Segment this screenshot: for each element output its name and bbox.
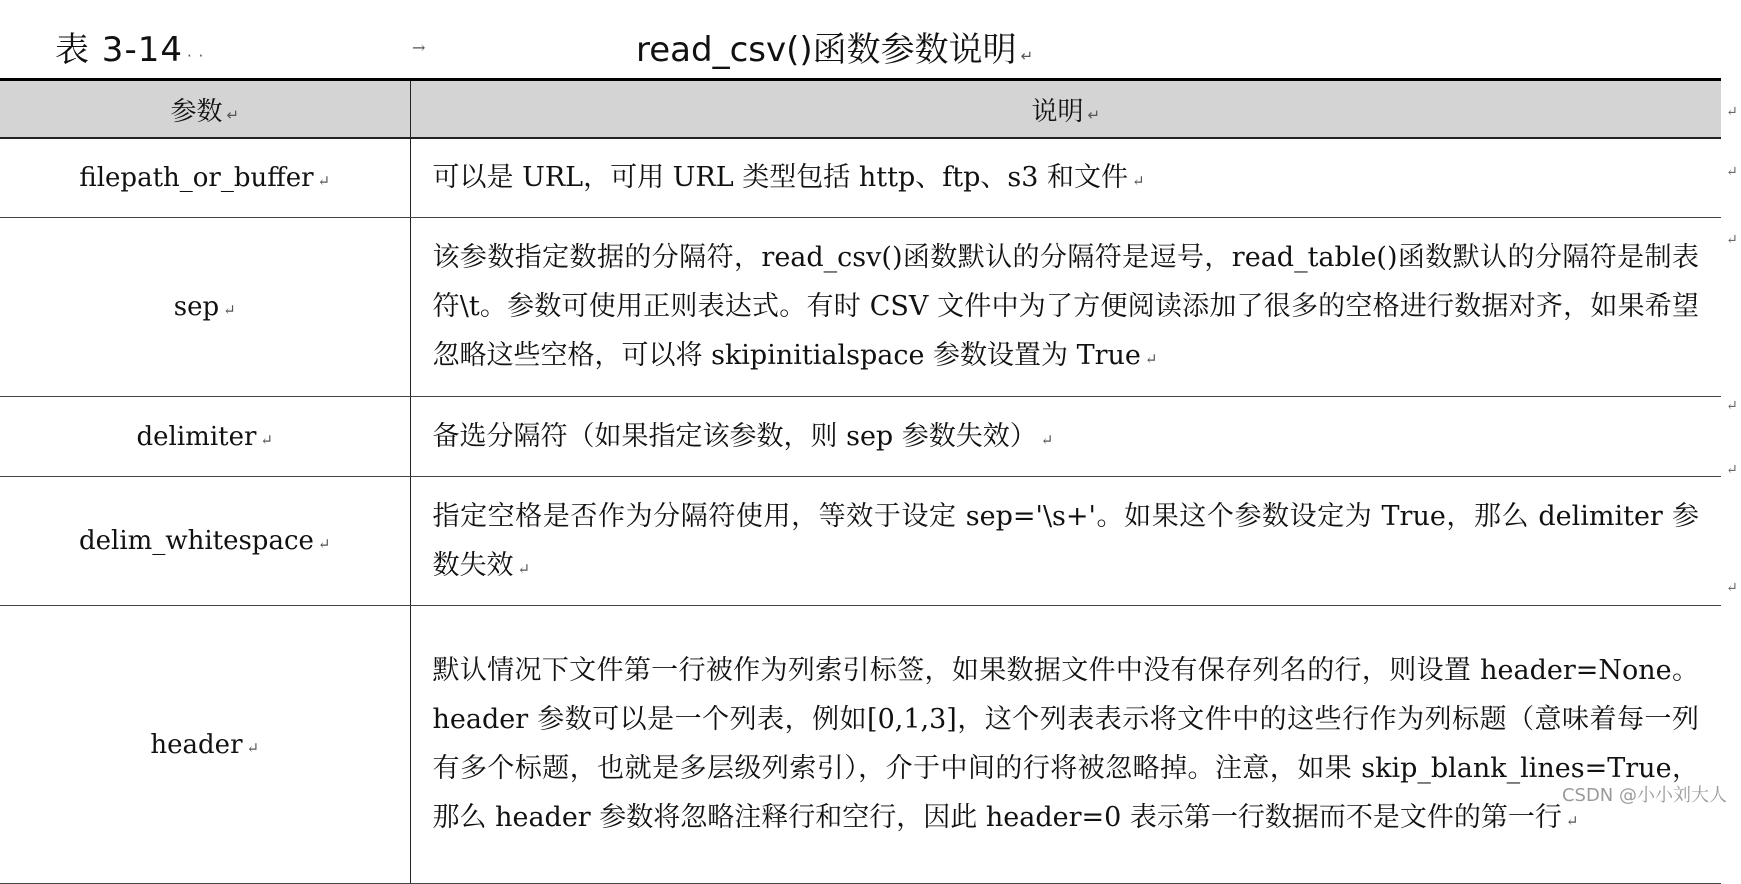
param-description-cell: 指定空格是否作为分隔符使用，等效于设定 sep='\s+'。如果这个参数设定为 True，那么 delimiter 参数失效 ↵ — [410, 477, 1721, 606]
table-row — [0, 138, 1721, 218]
row-end-mark: ↵ — [1726, 462, 1738, 478]
table-header-row — [0, 80, 1721, 139]
param-description-cell: 该参数指定数据的分隔符，read_csv()函数默认的分隔符是逗号，read_table()函数默认的分隔符是制表符\t。参数可使用正则表达式。有时 CSV 文件中为了方便阅读添加了很多的空格进行数据对齐，如果希望忽略这些空格，可以将 skipinitialspace 参数设置为 True ↵ — [410, 218, 1721, 397]
param-name-cell: delimiter ↵ — [0, 397, 410, 477]
row-end-marks — [1726, 0, 1741, 815]
row-end-mark: ↵ — [1726, 398, 1738, 414]
header-param: 参数 ↵ — [0, 80, 410, 139]
row-end-mark: ↵ — [1726, 580, 1738, 596]
table-number: 表 3-14 · · — [55, 30, 205, 70]
param-name-cell: header ↵ — [0, 606, 410, 884]
table-caption — [0, 0, 1741, 78]
param-description-cell: 备选分隔符（如果指定该参数，则 sep 参数失效） ↵ — [410, 397, 1721, 477]
table-row — [0, 218, 1721, 397]
watermark: CSDN @小小刘大人 — [1561, 785, 1727, 806]
tab-mark: → — [412, 38, 426, 57]
row-end-mark: ↵ — [1726, 232, 1738, 248]
table-row — [0, 606, 1721, 884]
param-description-cell: 默认情况下文件第一行被作为列索引标签，如果数据文件中没有保存列名的行，则设置 header=None。header 参数可以是一个列表，例如[0,1,3]，这个列表表示将文件中的这些行作为列标题（意味着每一列有多个标题，也就是多层级列索引），介于中间的行将被忽略掉。注意，如果 skip_blank_lines=True，那么 header 参数将忽略注释行和空行，因此 header=0 表示第一行数据而不是文件的第一行 ↵ — [410, 606, 1721, 884]
param-name-cell: delim_whitespace ↵ — [0, 477, 410, 606]
row-end-mark: ↵ — [1726, 104, 1738, 120]
header-description: 说明 ↵ — [410, 80, 1721, 139]
parameter-table — [0, 78, 1721, 884]
row-end-mark: ↵ — [1726, 164, 1738, 180]
param-description-cell: 可以是 URL，可用 URL 类型包括 http、ftp、s3 和文件 ↵ — [410, 138, 1721, 218]
param-name-cell: filepath_or_buffer ↵ — [0, 138, 410, 218]
table-row — [0, 397, 1721, 477]
param-name-cell: sep ↵ — [0, 218, 410, 397]
table-title: read_csv()函数参数说明 ↵ — [636, 30, 1034, 70]
table-row — [0, 477, 1721, 606]
